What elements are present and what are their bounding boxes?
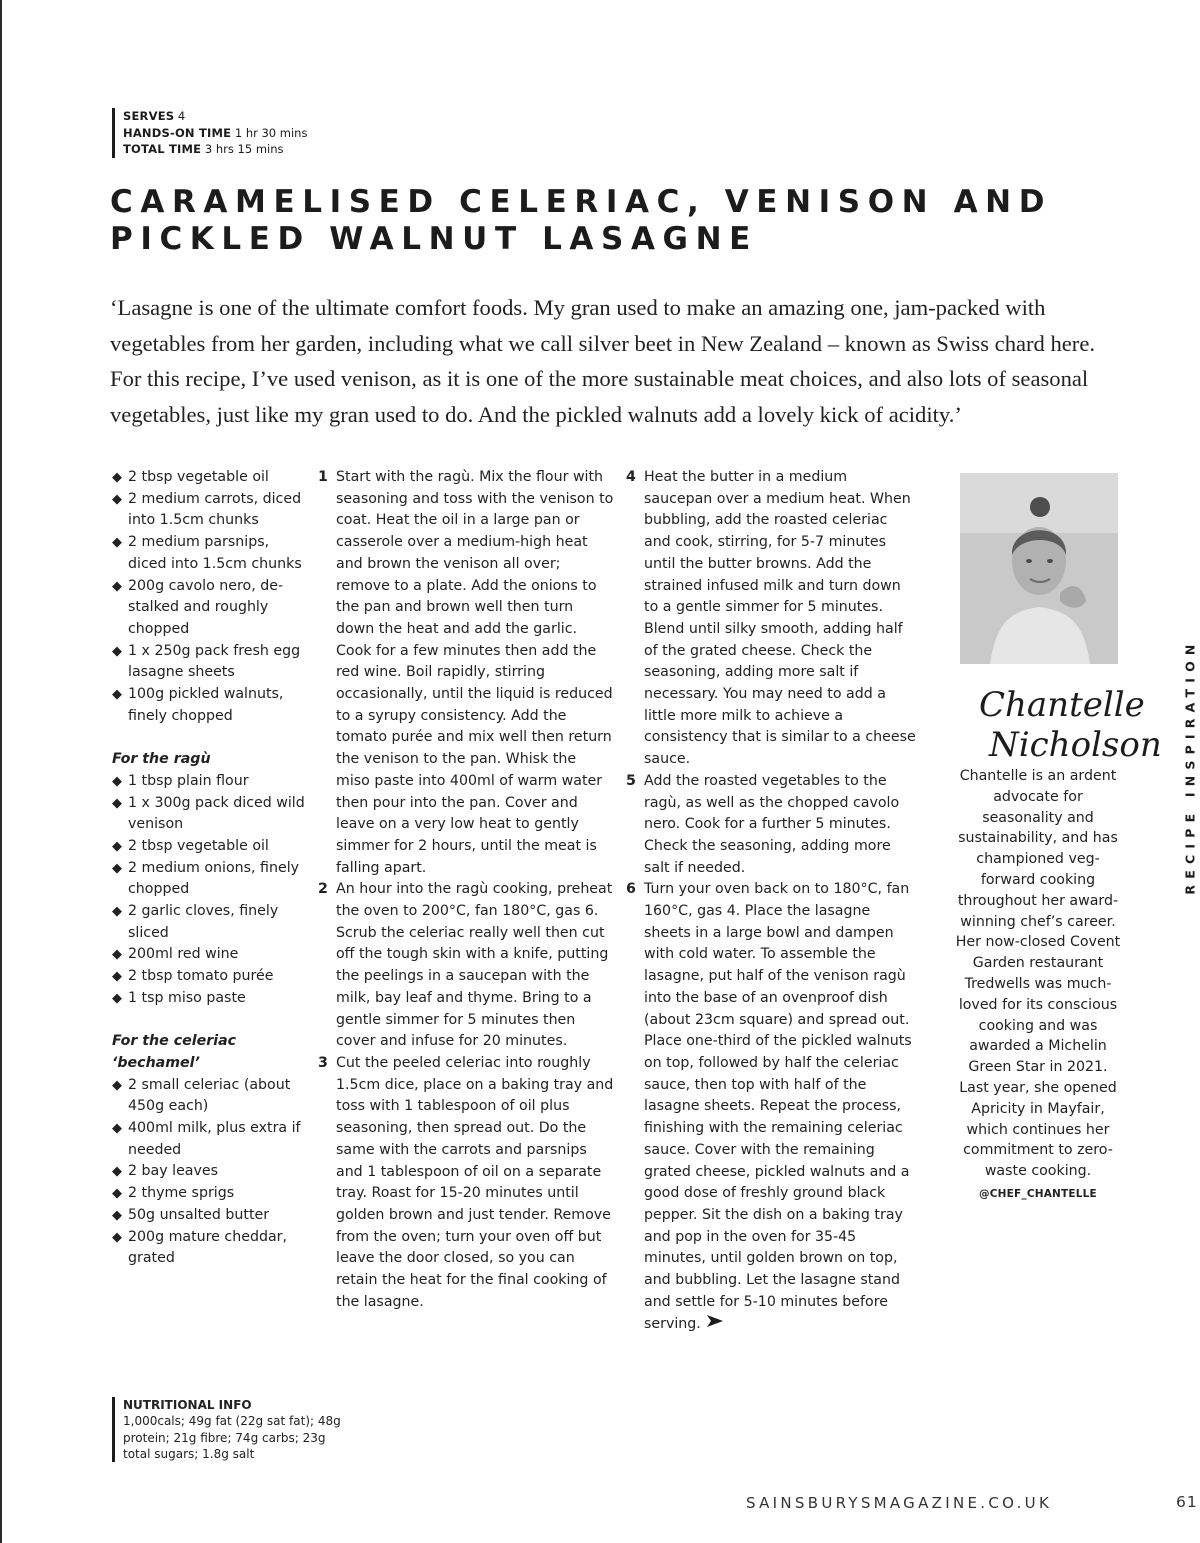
- method-steps-1-3: [318, 467, 614, 1313]
- method-step: [318, 467, 614, 879]
- ingredient-item: [112, 684, 307, 727]
- method-step: [318, 879, 614, 1053]
- ingredient-item: [112, 489, 307, 532]
- total-time-label: TOTAL TIME: [123, 142, 202, 156]
- bullet-diamond-icon: ◆: [112, 1121, 122, 1137]
- step-number: 2: [318, 881, 328, 898]
- ingredient-text: 2 thyme sprigs: [128, 1185, 235, 1202]
- bullet-diamond-icon: ◆: [112, 1207, 122, 1223]
- ingredients-column: [112, 467, 307, 1270]
- ingredient-item: [112, 576, 307, 641]
- ingredient-item: [112, 966, 307, 988]
- ingredient-item: [112, 467, 307, 489]
- side-label-text: RECIPE INSPIRATION: [1182, 637, 1198, 895]
- section-side-label: [1180, 605, 1200, 927]
- ingredient-text: 1 x 250g pack fresh egg lasagne sheets: [128, 642, 301, 681]
- ingredients-main-list: [112, 467, 307, 727]
- step-text: Turn your oven back on to 180°C, fan 160°C, gas 4. Place the lasagne sheets in a large bowl and dampen with cold water. To assemble the lasagne, put half of the venison ragù into the base of an ovenproof dish (about 23cm square) and spread out. Place one-third of the pickled walnuts on top, followed by half the celeriac sauce, then top with half of the lasagne sheets. Repeat the process, finishing with the remaining celeriac sauce. Cover with the remaining grated cheese, pickled walnuts and a good dose of freshly ground black pepper. Sit the dish on a baking tray and pop in the oven for 35-45 minutes, until golden brown on top, and bubbling. Let the lasagne stand and settle for 5-10 minutes before serving.: [644, 881, 912, 1333]
- signature-line-1: Chantelle: [979, 685, 1145, 725]
- ingredient-item: [112, 793, 307, 836]
- step-text: Add the roasted vegetables to the ragù, as well as the chopped cavolo nero. Cook for a further 5 minutes. Check the seasoning, adding more salt if needed.: [644, 772, 900, 876]
- ingredient-text: 1 x 300g pack diced wild venison: [128, 794, 305, 833]
- ingredient-text: 2 small celeriac (about 450g each): [128, 1076, 291, 1115]
- ingredient-text: 2 medium onions, finely chopped: [128, 859, 300, 898]
- bullet-diamond-icon: ◆: [112, 643, 122, 659]
- ingredient-item: [112, 988, 307, 1010]
- method-step: [626, 879, 918, 1336]
- ingredient-text: 400ml milk, plus extra if needed: [128, 1120, 301, 1158]
- bullet-diamond-icon: ◆: [112, 491, 122, 507]
- ingredient-text: 2 medium carrots, diced into 1.5cm chunks: [128, 490, 302, 529]
- serves-row: [123, 108, 307, 125]
- method-step: [626, 771, 918, 880]
- total-time-value: 3 hrs 15 mins: [204, 142, 284, 156]
- ingredient-item: [112, 1161, 307, 1183]
- ingredient-item: [112, 1118, 307, 1161]
- method-column-1: [318, 467, 614, 1313]
- ingredient-text: 2 bay leaves: [128, 1163, 219, 1180]
- ingredient-text: 2 tbsp vegetable oil: [128, 469, 269, 485]
- intro-quote: ‘Lasagne is one of the ultimate comfort foods. My gran used to make an amazing one, jam-packed with vegetables from her garden, including what we call silver beet in New Zealand – known as Swiss chard here. For this recipe, I’ve used venison, as it is one of the more sustainable meat choices, and also lots of seasonal vegetables, just like my gran used to do. And the pickled walnuts add a lovely kick of acidity.’: [110, 295, 1096, 427]
- chef-signature: [955, 676, 1162, 766]
- ragu-heading: For the ragù: [112, 751, 211, 768]
- total-time-row: [123, 141, 307, 158]
- bullet-diamond-icon: ◆: [112, 773, 122, 789]
- ingredient-item: [112, 641, 307, 684]
- step-number: 3: [318, 1054, 328, 1071]
- signature-image: [955, 676, 1162, 766]
- ingredient-text: 200g cavolo nero, de-stalked and roughly chopped: [128, 577, 284, 637]
- step-text: Heat the butter in a medium saucepan over a medium heat. When bubbling, add the roasted celeriac and cook, stirring, for 5-7 minutes until the butter browns. Add the strained infused milk and turn down to a gentle simmer for 5 minutes. Blend until silky smooth, adding half of the grated cheese. Check the seasoning, adding more salt if necessary. You may need to add a little more milk to achieve a consistency that is similar to a cheese sauce.: [644, 469, 916, 768]
- method-step: [318, 1053, 614, 1313]
- ingredient-item: [112, 771, 307, 793]
- method-steps-4-6: [626, 467, 918, 1336]
- ingredient-text: 200g mature cheddar, grated: [128, 1228, 287, 1267]
- bullet-diamond-icon: ◆: [112, 990, 122, 1006]
- hands-on-value: 1 hr 30 mins: [234, 125, 308, 140]
- bullet-diamond-icon: ◆: [112, 795, 122, 811]
- ingredient-text: 200ml red wine: [128, 946, 239, 963]
- ingredient-item: [112, 532, 307, 575]
- step-number: 4: [626, 469, 636, 485]
- ingredient-item: [112, 1075, 307, 1118]
- bullet-diamond-icon: ◆: [112, 687, 122, 703]
- step-text: An hour into the ragù cooking, preheat the oven to 200°C, fan 180°C, gas 6. Scrub the celeriac really well then cut off the tough skin with a knife, putting the peelings in a saucepan with the milk, bay leaf and thyme. Bring to a gentle simmer for 5 minutes then cover and infuse for 20 minutes.: [336, 881, 613, 1050]
- serves-value: 4: [177, 109, 186, 123]
- ingredient-item: [112, 836, 307, 858]
- chef-bio-text: Chantelle is an ardent advocate for seasonality and sustainability, and has championed veg-forward cooking throughout her award-winning chef’s career. Her now-closed Covent Garden restaurant Tredwells was much-loved for its conscious cooking and was awarded a Michelin Green Star in 2021. Last year, she opened Apricity in Mayfair, which continues her commitment to zero-waste cooking.: [955, 768, 1121, 1180]
- bullet-diamond-icon: ◆: [112, 1164, 122, 1180]
- recipe-title: CARAMELISED CELERIAC, VENISON AND PICKLED WALNUT LASAGNE: [110, 184, 1053, 257]
- ingredients-bechamel-list: [112, 1075, 307, 1270]
- continue-arrow-icon: [707, 1313, 723, 1335]
- hands-on-label: HANDS-ON TIME: [123, 125, 232, 140]
- bullet-diamond-icon: ◆: [112, 969, 122, 985]
- nutrition-info: [112, 1397, 352, 1462]
- ingredients-ragu-list: [112, 771, 307, 1010]
- page-number: 61: [1176, 1493, 1198, 1511]
- bullet-diamond-icon: ◆: [112, 904, 122, 920]
- bechamel-heading: For the celeriac ‘bechamel’: [112, 1033, 237, 1071]
- ingredient-text: 1 tbsp plain flour: [128, 772, 249, 789]
- bullet-diamond-icon: ◆: [112, 470, 122, 485]
- chef-bio: [952, 766, 1124, 1205]
- bullet-diamond-icon: ◆: [112, 1186, 122, 1202]
- step-text: Start with the ragù. Mix the flour with seasoning and toss with the venison to coat. Heat the oil in a large pan or casserole over a medium-high heat and brown the venison all over; remove to a plate. Add the onions to the pan and brown well then turn down the heat and add the garlic. Cook for a few minutes then add the red wine. Boil rapidly, stirring occasionally, until the liquid is reduced to a syrupy consistency. Add the tomato purée and mix well then return the venison to the pan. Whisk the miso paste into 400ml of warm water then pour into the pan. Cover and leave on a very low heat to gently simmer for 2 hours, until the meat is falling apart.: [336, 469, 614, 876]
- nutrition-text: 1,000cals; 49g fat (22g sat fat); 48g protein; 21g fibre; 74g carbs; 23g total sugars; 1.8g salt: [123, 1414, 341, 1461]
- method-column-2: [626, 467, 918, 1336]
- ingredient-text: 2 tbsp tomato purée: [128, 968, 274, 985]
- chef-handle: @CHEF_CHANTELLE: [979, 1187, 1097, 1200]
- step-number: 1: [318, 469, 328, 485]
- footer-website: SAINSBURYSMAGAZINE.CO.UK: [746, 1494, 1053, 1512]
- bullet-diamond-icon: ◆: [112, 838, 122, 854]
- bullet-diamond-icon: ◆: [112, 578, 122, 594]
- hands-on-row: [123, 125, 307, 142]
- signature-line-2: Nicholson: [989, 725, 1162, 765]
- recipe-meta: [112, 108, 307, 158]
- ingredient-text: 50g unsalted butter: [128, 1206, 270, 1223]
- ingredient-item: [112, 1183, 307, 1205]
- chef-photo: [960, 473, 1118, 664]
- bullet-diamond-icon: ◆: [112, 860, 122, 876]
- bullet-diamond-icon: ◆: [112, 535, 122, 551]
- method-step: [626, 467, 918, 771]
- ingredient-text: 100g pickled walnuts, finely chopped: [128, 686, 284, 724]
- ingredient-text: 1 tsp miso paste: [128, 989, 246, 1006]
- step-number: 6: [626, 881, 636, 898]
- ingredient-item: [112, 1205, 307, 1227]
- chef-portrait-illustration: [960, 473, 1118, 664]
- ingredient-text: 2 tbsp vegetable oil: [128, 837, 269, 854]
- ingredient-item: [112, 1227, 307, 1270]
- bullet-diamond-icon: ◆: [112, 1077, 122, 1093]
- nutrition-label: NUTRITIONAL INFO: [123, 1398, 252, 1412]
- bullet-diamond-icon: ◆: [112, 947, 122, 963]
- ingredient-item: [112, 901, 307, 944]
- bullet-diamond-icon: ◆: [112, 1229, 122, 1245]
- ingredient-text: 2 garlic cloves, finely sliced: [128, 903, 279, 941]
- page-edge-line: [0, 0, 2, 1543]
- step-text: Cut the peeled celeriac into roughly 1.5cm dice, place on a baking tray and toss with 1 tablespoon of oil plus seasoning, then spread out. Do the same with the carrots and parsnips and 1 tablespoon of oil on a separate tray. Roast for 15-20 minutes until golden brown and just tender. Remove from the oven; turn your oven off but leave the door closed, so you can retain the heat for the final cooking of the lasagne.: [336, 1054, 614, 1310]
- ingredient-item: [112, 858, 307, 901]
- serves-label: SERVES: [123, 109, 175, 123]
- step-number: 5: [626, 772, 636, 789]
- ingredient-item: [112, 944, 307, 966]
- ingredient-text: 2 medium parsnips, diced into 1.5cm chunks: [128, 534, 302, 572]
